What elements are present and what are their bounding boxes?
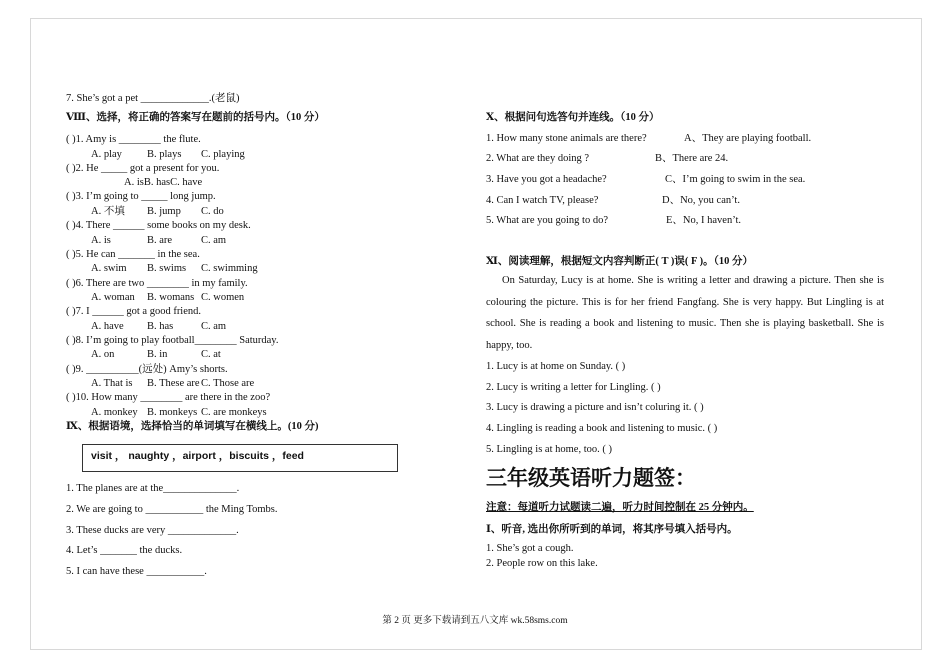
mc-option: A. is: [91, 234, 111, 246]
mc-option: A. 不填: [91, 205, 125, 217]
q7-fill-in: 7. She’s got a pet _____________.(老鼠): [66, 93, 240, 104]
match-answer: D、No, you can’t.: [662, 195, 740, 206]
mc-options: [66, 176, 202, 189]
mc-question: ( )5. He can _______ in the sea.: [66, 248, 200, 260]
match-answer: E、No, I haven’t.: [666, 215, 742, 226]
mc-option: B. jump: [147, 205, 181, 217]
mc-question: ( )8. I’m going to play football________ Saturday.: [66, 334, 279, 346]
mc-option: B. has: [143, 177, 171, 189]
mc-options: [66, 406, 267, 419]
mc-option: A. monkey: [91, 406, 138, 418]
mc-option: C. have: [170, 177, 203, 189]
mc-question: ( )2. He _____ got a present for you.: [66, 162, 220, 174]
mc-options: [66, 205, 224, 218]
match-answer: C、I’m going to swim in the sea.: [665, 174, 806, 185]
mc-options: [66, 148, 245, 161]
mc-question: ( )7. I ______ got a good friend.: [66, 306, 202, 318]
page-footer: 第 2 页 更多下载请到五八文库 wk.58sms.com: [382, 616, 568, 626]
mc-option: A. woman: [91, 292, 135, 303]
tf-item: 3. Lucy is drawing a picture and isn’t coluring it. ( ): [486, 402, 704, 413]
mc-option: C. playing: [201, 148, 245, 160]
fill-blank-item: 4. Let’s _______ the ducks.: [66, 545, 183, 556]
mc-option: A. on: [91, 349, 115, 361]
mc-option: A. play: [91, 148, 122, 160]
mc-option: C. women: [201, 292, 245, 303]
tf-item: 2. Lucy is writing a letter for Lingling. ( ): [486, 382, 661, 393]
mc-option: C. am: [201, 320, 227, 332]
mc-question: ( )6. There are two ________ in my family.: [66, 277, 248, 289]
mc-option: C. swimming: [201, 263, 258, 275]
fill-blank-item: 5. I can have these ___________.: [66, 566, 207, 577]
listening-item: 2. People row on this lake.: [486, 558, 598, 569]
mc-option: A. That is: [91, 378, 133, 390]
listening-title: 三年级英语听力题签：: [486, 465, 696, 490]
mc-question: ( )4. There ______ some books on my desk.: [66, 220, 251, 232]
mc-option: A. is: [124, 177, 144, 189]
mc-option: B. These are: [147, 378, 200, 390]
mc-option: B. swims: [147, 263, 187, 275]
tf-item: 5. Lingling is at home, too. ( ): [486, 444, 612, 455]
mc-option: B. womans: [147, 292, 195, 303]
listening-note-text: 注意：每道听力试题读二遍，听力时间控制在 25 分钟内。: [486, 502, 754, 513]
section10-heading: Ⅹ、根据问句选答句并连线。（10 分）: [486, 112, 660, 123]
mc-question: ( )1. Amy is ________ the flute.: [66, 134, 201, 145]
mc-question: ( )10. How many ________ are there in the zoo?: [66, 392, 271, 404]
fill-blank-item: 3. These ducks are very _____________.: [66, 525, 239, 536]
listening-item: 1. She’s got a cough.: [486, 543, 574, 554]
tf-item: 1. Lucy is at home on Sunday. ( ): [486, 361, 626, 372]
fill-blank-item: 1. The planes are at the______________.: [66, 483, 240, 494]
match-question: 4. Can I watch TV, please?: [486, 195, 599, 206]
mc-option: B. monkeys: [147, 406, 198, 418]
mc-option: C. am: [201, 234, 227, 246]
mc-option: B. are: [147, 234, 173, 246]
section9-heading: Ⅸ、根据语境，选择恰当的单词填写在横线上。(10 分): [66, 421, 319, 432]
mc-option: C. Those are: [201, 378, 255, 390]
match-question: 3. Have you got a headache?: [486, 174, 607, 185]
mc-option: A. swim: [91, 263, 127, 275]
match-question: 5. What are you going to do?: [486, 215, 608, 226]
reading-passage: On Saturday, Lucy is at home. She is writing a letter and drawing a picture. Then she is colouring the picture. This is for her friend Fangfang. She is very happy. But Lingling is at school. She is reading a book and listening to music. Then she is playing basketball. She is happy, too.: [486, 275, 884, 351]
mc-option: C. at: [201, 349, 221, 361]
mc-options: [66, 377, 254, 390]
mc-options: [66, 348, 221, 361]
match-question: 2. What are they doing ?: [486, 153, 590, 164]
listening-part1-heading: Ⅰ、听音, 选出你所听到的单词，将其序号填入括号内。: [486, 524, 738, 535]
mc-option: A. have: [91, 320, 124, 332]
mc-question: ( )9. __________(远处) Amy’s shorts.: [66, 363, 228, 375]
listening-note: [486, 501, 754, 514]
mc-options: [66, 234, 226, 247]
match-answer: A、They are playing football.: [684, 133, 812, 144]
section8-heading: Ⅷ、选择，将正确的答案写在题前的括号内。（10 分）: [66, 112, 325, 123]
mc-option: B. plays: [147, 148, 182, 160]
section11-heading: Ⅺ、阅读理解，根据短文内容判断正( T )误( F )。（10 分）: [486, 256, 754, 267]
tf-item: 4. Lingling is reading a book and listening to music. ( ): [486, 423, 718, 434]
mc-question: ( )3. I’m going to _____ long jump.: [66, 191, 216, 203]
mc-option: B. has: [147, 320, 174, 332]
mc-options: [66, 291, 244, 304]
mc-options: [66, 262, 258, 275]
match-question: 1. How many stone animals are there?: [486, 133, 647, 144]
word-box: visit ， naughty ，airport ，biscuits ，feed: [82, 444, 398, 472]
match-answer: B、There are 24.: [655, 153, 729, 164]
mc-option: C. are monkeys: [201, 406, 267, 418]
mc-option: B. in: [147, 349, 168, 361]
mc-options: [66, 320, 226, 333]
mc-option: C. do: [201, 205, 224, 217]
fill-blank-item: 2. We are going to ___________ the Ming Tombs.: [66, 504, 278, 515]
